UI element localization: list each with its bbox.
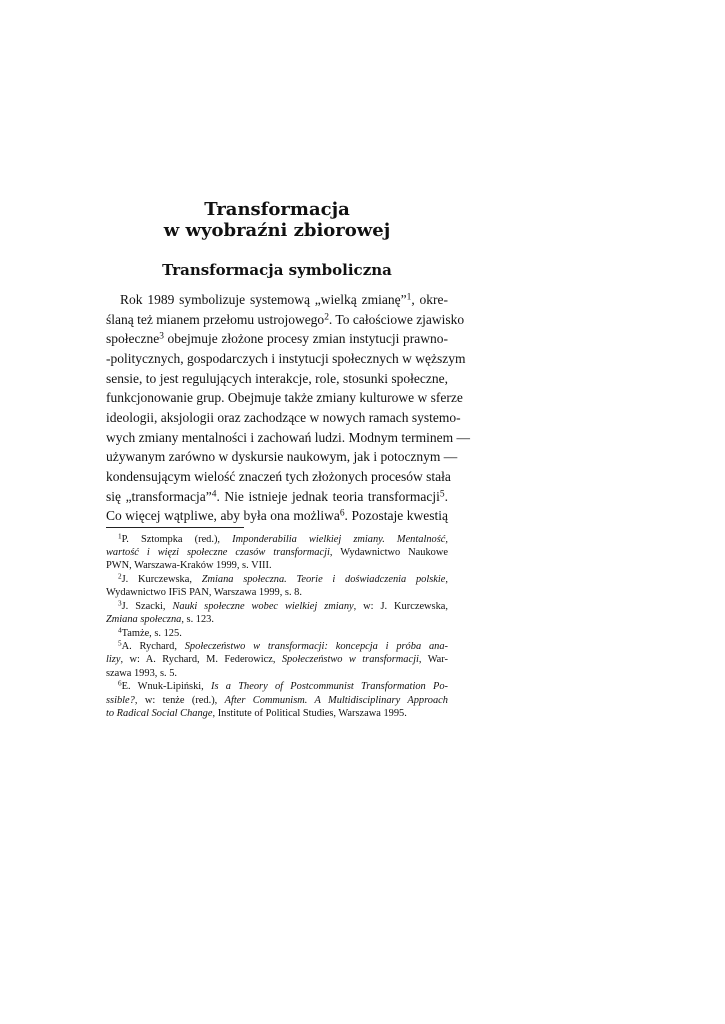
footnote-line: $^3$J. Szacki, Nauki społeczne wobec wielkiej zmiany, w: J. Kurczewska, <box>118 599 449 612</box>
body-line: społeczne$^3$ obejmuje złożone procesy zmian instytucji prawno- <box>106 331 448 346</box>
footnote-line: $^6$E. Wnuk-Lipiński, Is a Theory of Postcommunist Transformation Po- <box>118 679 448 692</box>
footnote-line: Wydawnictwo IFiS PAN, Warszawa 1999, s. 8. <box>106 587 302 598</box>
footnote-line: Zmiana społeczna, s. 123. <box>106 614 214 625</box>
body-line: używanym zarówno w dyskursie naukowym, jak i potocznym — <box>106 449 458 464</box>
footnote-line: PWN, Warszawa-Kraków 1999, s. VIII. <box>106 560 272 571</box>
footnote-separator <box>106 527 244 528</box>
footnote-line: wartość i więzi społeczne czasów transformacji, Wydawnictwo Naukowe <box>106 547 448 558</box>
body-line: ślaną też mianem przełomu ustrojowego$^2$. To całościowe zjawisko <box>106 312 465 327</box>
section-title: Transformacja symboliczna <box>162 261 392 279</box>
body-line: Rok 1989 symbolizuje systemową „wielką zmianę”$^1$, okre- <box>120 292 449 307</box>
chapter-title-line-1: Transformacja <box>204 199 350 220</box>
footnote-line: szawa 1993, s. 5. <box>106 668 177 679</box>
body-line: funkcjonowanie grup. Obejmuje także zmiany kulturowe w sferze <box>106 390 463 405</box>
body-line: -politycznych, gospodarczych i instytucji społecznych w węższym <box>106 351 466 366</box>
body-line: kondensującym wielość znaczeń tych złożonych procesów stała <box>106 469 451 484</box>
footnote-line: $^4$Tamże, s. 125. <box>118 626 182 639</box>
footnote-line: $^5$A. Rychard, Społeczeństwo w transformacji: koncepcja i próba ana- <box>118 639 448 652</box>
body-line: Co więcej wątpliwe, aby była ona możliwa$^6$. Pozostaje kwestią <box>106 508 448 523</box>
footnote-line: $^2$J. Kurczewska, Zmiana społeczna. Teorie i doświadczenia polskie, <box>118 572 448 585</box>
chapter-title-line-2: w wyobraźni zbiorowej <box>163 220 391 241</box>
footnote-line: lizy, w: A. Rychard, M. Federowicz, Społeczeństwo w transformacji, War- <box>106 654 448 665</box>
footnote-line: ssible?, w: tenże (red.), After Communism. A Multidisciplinary Approach <box>106 695 448 706</box>
body-line: się „transformacja”$^4$. Nie istnieje jednak teoria transformacji$^5$. <box>106 489 448 504</box>
footnote-line: $^1$P. Sztompka (red.), Imponderabilia wielkiej zmiany. Mentalność, <box>118 532 448 545</box>
body-line: ideologii, aksjologii oraz zachodzące w nowych ramach systemo- <box>106 410 461 425</box>
footnote-line: to Radical Social Change, Institute of Political Studies, Warszawa 1995. <box>106 708 407 719</box>
body-line: wych zmiany mentalności i zachowań ludzi. Modnym terminem — <box>106 430 471 445</box>
body-line: sensie, to jest regulujących interakcje, role, stosunki społeczne, <box>106 371 448 386</box>
